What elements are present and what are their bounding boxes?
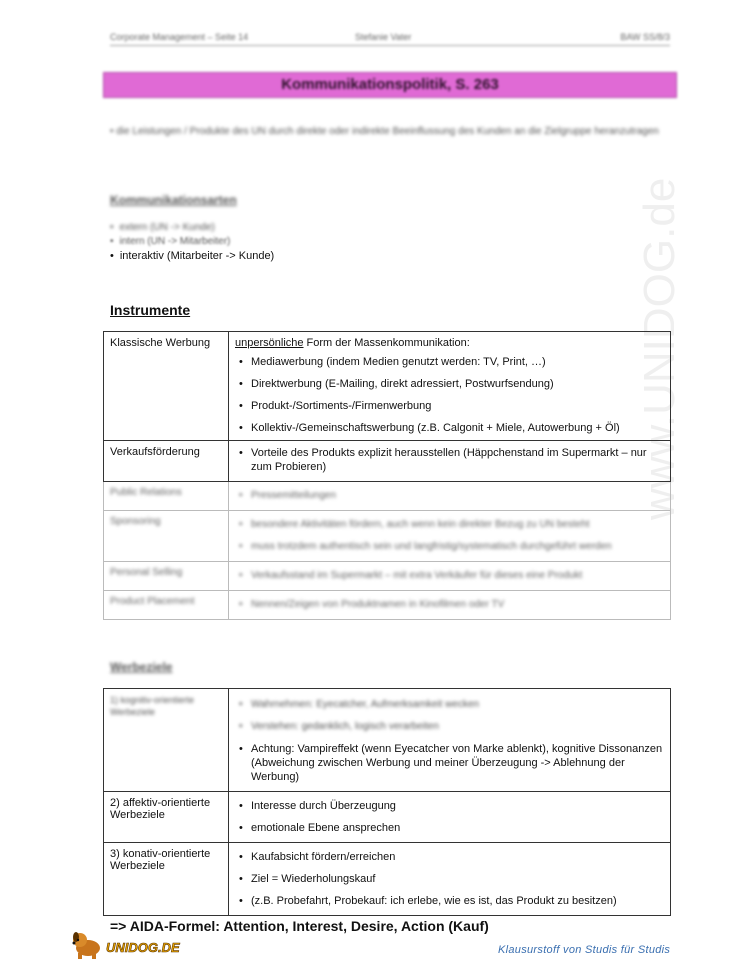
list-item: • Interesse durch Überzeugung: [251, 799, 664, 813]
header-left: Corporate Management – Seite 14: [110, 32, 249, 42]
intro-text: die Leistungen / Produkte des UN durch direkte oder indirekte Beeinflussung des Kunden an die Zielgruppe heranzutragen: [116, 126, 659, 137]
list-item: • interaktiv (Mitarbeiter -> Kunde): [110, 249, 274, 263]
row-label: Public Relations: [104, 482, 229, 511]
kommunikationsarten-heading: Kommunikationsarten: [110, 193, 237, 207]
row-content: [229, 689, 671, 792]
list-item: • intern (UN -> Mitarbeiter): [110, 235, 274, 249]
row-label: Personal Selling: [104, 562, 229, 591]
werbeziele-table: [103, 688, 671, 916]
row-label-text: 1) kognitiv-orientierte Werbeziele: [110, 695, 195, 717]
intro-bullet: • die Leistungen / Produkte des UN durch direkte oder indirekte Beeinflussung des Kunden an die Zielgruppe heranzutragen: [110, 126, 659, 137]
lead-rest: Form der Massenkommunikation:: [303, 337, 470, 349]
logo-text: UNIDOG.DE: [106, 940, 180, 955]
list-item: • emotionale Ebene ansprechen: [251, 821, 664, 835]
page-header: [110, 32, 670, 46]
row-label: Product Placement: [104, 591, 229, 620]
table-row: [104, 482, 671, 511]
header-right: BAW SS/8/3: [620, 32, 670, 42]
table-row: [104, 591, 671, 620]
list-item: • Verkaufsstand im Supermarkt – mit extra Verkäufer für dieses eine Produkt: [251, 569, 664, 583]
list-item: • (z.B. Probefahrt, Probekauf: ich erlebe, wie es ist, das Produkt zu besitzen): [251, 894, 664, 908]
row-content: [229, 792, 671, 843]
row-content: [229, 441, 671, 482]
list-item: • Produkt-/Sortiments-/Firmenwerbung: [251, 399, 664, 413]
row-content: [229, 591, 671, 620]
list-item: • Achtung: Vampireffekt (wenn Eyecatcher von Marke ablenkt), kognitive Dissonanzen (Abweichung zwischen Werbung und meiner Überzeugung -> Ablehnung der Werbung): [251, 742, 664, 784]
table-row: [104, 562, 671, 591]
list-item: • Vorteile des Produkts explizit herausstellen (Häppchenstand im Supermarkt – nur zum Probieren): [251, 446, 664, 474]
list-item: • Pressemitteilungen: [251, 489, 664, 503]
unidog-logo[interactable]: [70, 928, 250, 962]
instrumente-heading: Instrumente: [110, 302, 191, 318]
aida-formula: => AIDA-Formel: Attention, Interest, Desire, Action (Kauf): [110, 918, 489, 934]
lead-underlined: unpersönliche: [235, 337, 304, 349]
kommunikationsarten-list: [110, 221, 274, 263]
row-label: Verkaufsförderung: [104, 441, 229, 482]
page-title: Kommunikationspolitik, S. 263: [103, 72, 677, 98]
dog-icon: [70, 928, 104, 960]
list-item: • Direktwerbung (E-Mailing, direkt adressiert, Postwurfsendung): [251, 377, 664, 391]
header-middle: Stefanie Vater: [355, 32, 412, 42]
list-item: • extern (UN -> Kunde): [110, 221, 274, 235]
list-item: • Ziel = Wiederholungskauf: [251, 872, 664, 886]
list-item: • besondere Aktivitäten fördern, auch wenn kein direkter Bezug zu UN besteht: [251, 518, 664, 532]
row-content: [229, 332, 671, 441]
instrumente-table: [103, 331, 671, 620]
table-row: [104, 511, 671, 562]
list-item: • Mediawerbung (indem Medien genutzt werden: TV, Print, …): [251, 355, 664, 369]
row-content: [229, 482, 671, 511]
row-content: [229, 511, 671, 562]
row-label: Klassische Werbung: [104, 332, 229, 441]
table-row: [104, 332, 671, 441]
table-row: [104, 792, 671, 843]
table-row: [104, 441, 671, 482]
table-row: [104, 689, 671, 792]
footer-slogan: Klausurstoff von Studis für Studis: [498, 944, 671, 956]
row-label: 2) affektiv-orientierte Werbeziele: [104, 792, 229, 843]
werbeziele-heading: Werbeziele: [110, 660, 173, 674]
list-item: • Verstehen: gedanklich, logisch verarbeiten: [251, 720, 664, 734]
list-item: • muss trotzdem authentisch sein und langfristig/systematisch durchgeführt werden: [251, 540, 664, 554]
list-item: • Wahrnehmen: Eyecatcher, Aufmerksamkeit wecken: [251, 698, 664, 712]
watermark: www.UNIDOG.de: [635, 177, 684, 520]
row-content: [229, 562, 671, 591]
row-label: Sponsoring: [104, 511, 229, 562]
row-content: [229, 843, 671, 916]
row-label: [104, 689, 229, 792]
list-item: • Kaufabsicht fördern/erreichen: [251, 850, 664, 864]
list-item: • Nennen/Zeigen von Produktnamen in Kinofilmen oder TV: [251, 598, 664, 612]
list-item: • Kollektiv-/Gemeinschaftswerbung (z.B. Calgonit + Miele, Autowerbung + Öl): [251, 421, 664, 435]
row-label: 3) konativ-orientierte Werbeziele: [104, 843, 229, 916]
table-row: [104, 843, 671, 916]
